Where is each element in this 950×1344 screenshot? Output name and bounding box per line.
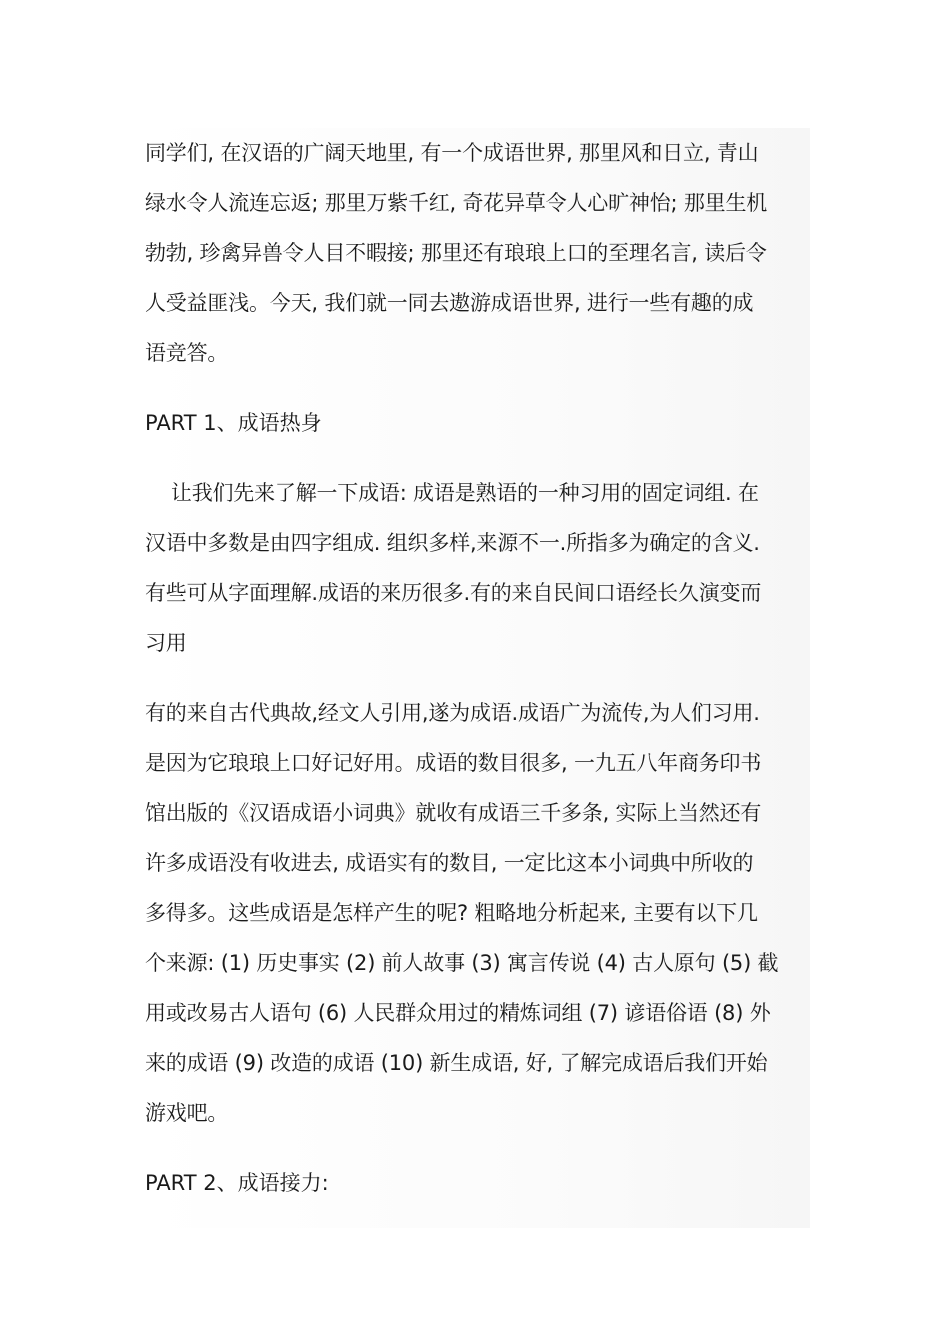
part1-paragraph — [145, 468, 810, 668]
paragraph-line: 语竞答。 — [145, 341, 229, 365]
spacer — [145, 378, 810, 398]
paragraph-line: 有些可从字面理解.成语的来历很多.有的来自民间口语经长久演变而 — [145, 581, 762, 605]
paragraph-line: 让我们先来了解一下成语: 成语是熟语的一种习用的固定词组. 在 — [145, 481, 759, 505]
paragraph-line: 来的成语 (9) 改造的成语 (10) 新生成语, 好, 了解完成语后我们开始 — [145, 1051, 768, 1075]
paragraph-line: 用或改易古人语句 (6) 人民群众用过的精炼词组 (7) 谚语俗语 (8) 外 — [145, 1001, 771, 1025]
spacer — [145, 668, 810, 688]
intro-paragraph — [145, 128, 810, 378]
paragraph-line: 游戏吧。 — [145, 1101, 229, 1125]
spacer — [145, 1138, 810, 1158]
paragraph-line: 是因为它琅琅上口好记好用。成语的数目很多, 一九五八年商务印书 — [145, 751, 762, 775]
paragraph-line: 个来源: (1) 历史事实 (2) 前人故事 (3) 寓言传说 (4) 古人原句 (5) 截 — [145, 951, 779, 975]
paragraph-line: 同学们, 在汉语的广阔天地里, 有一个成语世界, 那里风和日立, 青山 — [145, 141, 759, 165]
part1-heading: PART 1、成语热身 — [145, 411, 322, 435]
paragraph-line: 多得多。这些成语是怎样产生的呢? 粗略地分析起来, 主要有以下几 — [145, 901, 758, 925]
paragraph-line: 汉语中多数是由四字组成. 组织多样,来源不一.所指多为确定的含义. — [145, 531, 760, 555]
paragraph-line: 绿水令人流连忘返; 那里万紫千红, 奇花异草令人心旷神怡; 那里生机 — [145, 191, 768, 215]
document-body — [145, 128, 810, 1228]
part1-continued-paragraph — [145, 688, 810, 1138]
paragraph-line: 勃勃, 珍禽异兽令人目不暇接; 那里还有琅琅上口的至理名言, 读后令 — [145, 241, 767, 265]
paragraph-line: 馆出版的《汉语成语小词典》就收有成语三千多条, 实际上当然还有 — [145, 801, 762, 825]
paragraph-line: 许多成语没有收进去, 成语实有的数目, 一定比这本小词典中所收的 — [145, 851, 754, 875]
paragraph-line: 人受益匪浅。今天, 我们就一同去遨游成语世界, 进行一些有趣的成 — [145, 291, 754, 315]
paragraph-line: 有的来自古代典故,经文人引用,遂为成语.成语广为流传,为人们习用. — [145, 701, 760, 725]
spacer — [145, 448, 810, 468]
paragraph-line: 习用 — [145, 631, 187, 655]
part2-heading: PART 2、成语接力: — [145, 1171, 329, 1195]
